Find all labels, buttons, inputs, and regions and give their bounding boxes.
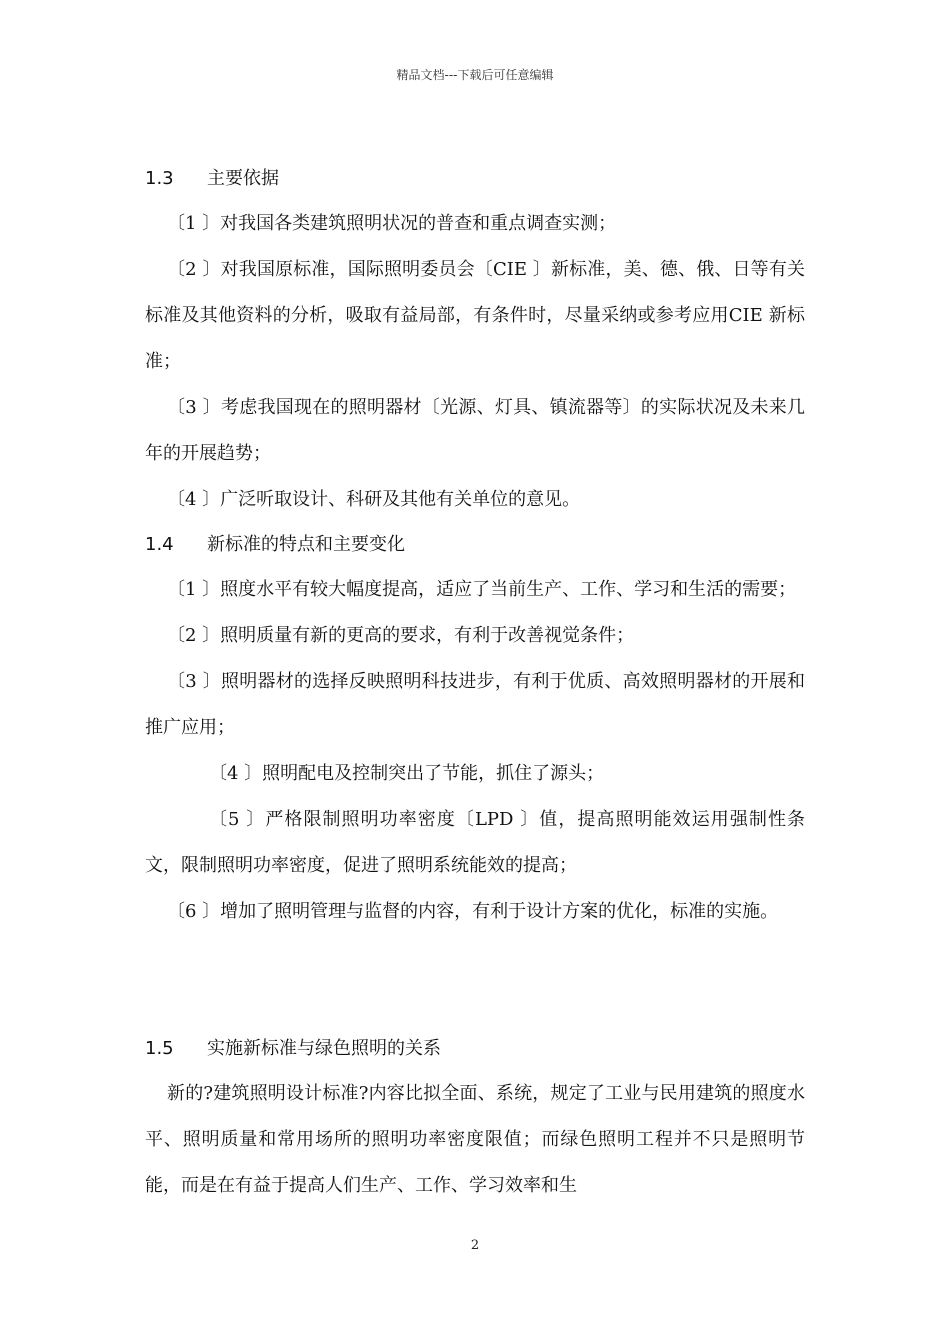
paragraph: 〔2 〕对我国原标准，国际照明委员会〔CIE 〕新标准，美、德、俄、日等有关标准及其他资料的分析，吸取有益局部，有条件时，尽量采纳或参考应用CIE 新标准； [145, 259, 805, 372]
paragraph: 〔4 〕广泛听取设计、科研及其他有关单位的意见。 [167, 489, 581, 510]
paragraph: 〔3 〕考虑我国现在的照明器材〔光源、灯具、镇流器等〕的实际状况及未来几年的开展趋势； [145, 397, 805, 464]
paragraph: 〔1 〕照度水平有较大幅度提高，适应了当前生产、工作、学习和生活的需要； [167, 579, 797, 600]
paragraph: 〔3 〕照明器材的选择反映照明科技进步，有利于优质、高效照明器材的开展和推广应用； [145, 671, 805, 738]
paragraph: 〔6 〕增加了照明管理与监督的内容，有利于设计方案的优化，标准的实施。 [167, 901, 779, 922]
section-title: 实施新标准与绿色照明的关系 [207, 1038, 441, 1059]
section-number: 1.4 [145, 534, 174, 555]
section-body-1-5 [145, 1071, 805, 1209]
section-title: 主要依据 [207, 168, 279, 189]
section-title: 新标准的特点和主要变化 [207, 534, 405, 555]
section-heading-1-3 [145, 164, 805, 194]
paragraph: 〔1 〕对我国各类建筑照明状况的普查和重点调查实测； [167, 213, 617, 234]
paragraph: 〔2 〕照明质量有新的更高的要求，有利于改善视觉条件； [167, 625, 635, 646]
page-header: 精品文档---下载后可任意编辑 [396, 68, 554, 82]
section-body-1-3 [145, 201, 805, 523]
paragraph: 新的?建筑照明设计标准?内容比拟全面、系统，规定了工业与民用建筑的照度水平、照明质量和常用场所的照明功率密度限值；而绿色照明工程并不只是照明节能，而是在有益于提高人们生产、工作、学习效率和生 [145, 1083, 805, 1196]
paragraph: 〔4 〕照明配电及控制突出了节能，抓住了源头； [209, 763, 605, 784]
section-number: 1.5 [145, 1038, 174, 1059]
paragraph: 〔5 〕严格限制照明功率密度〔LPD 〕值，提高照明能效运用强制性条文，限制照明功率密度，促进了照明系统能效的提高； [145, 809, 805, 876]
section-heading-1-4 [145, 530, 805, 560]
section-body-1-4 [145, 567, 805, 935]
section-heading-1-5 [145, 1034, 805, 1064]
section-number: 1.3 [145, 168, 174, 189]
page-number: 2 [470, 1238, 480, 1253]
